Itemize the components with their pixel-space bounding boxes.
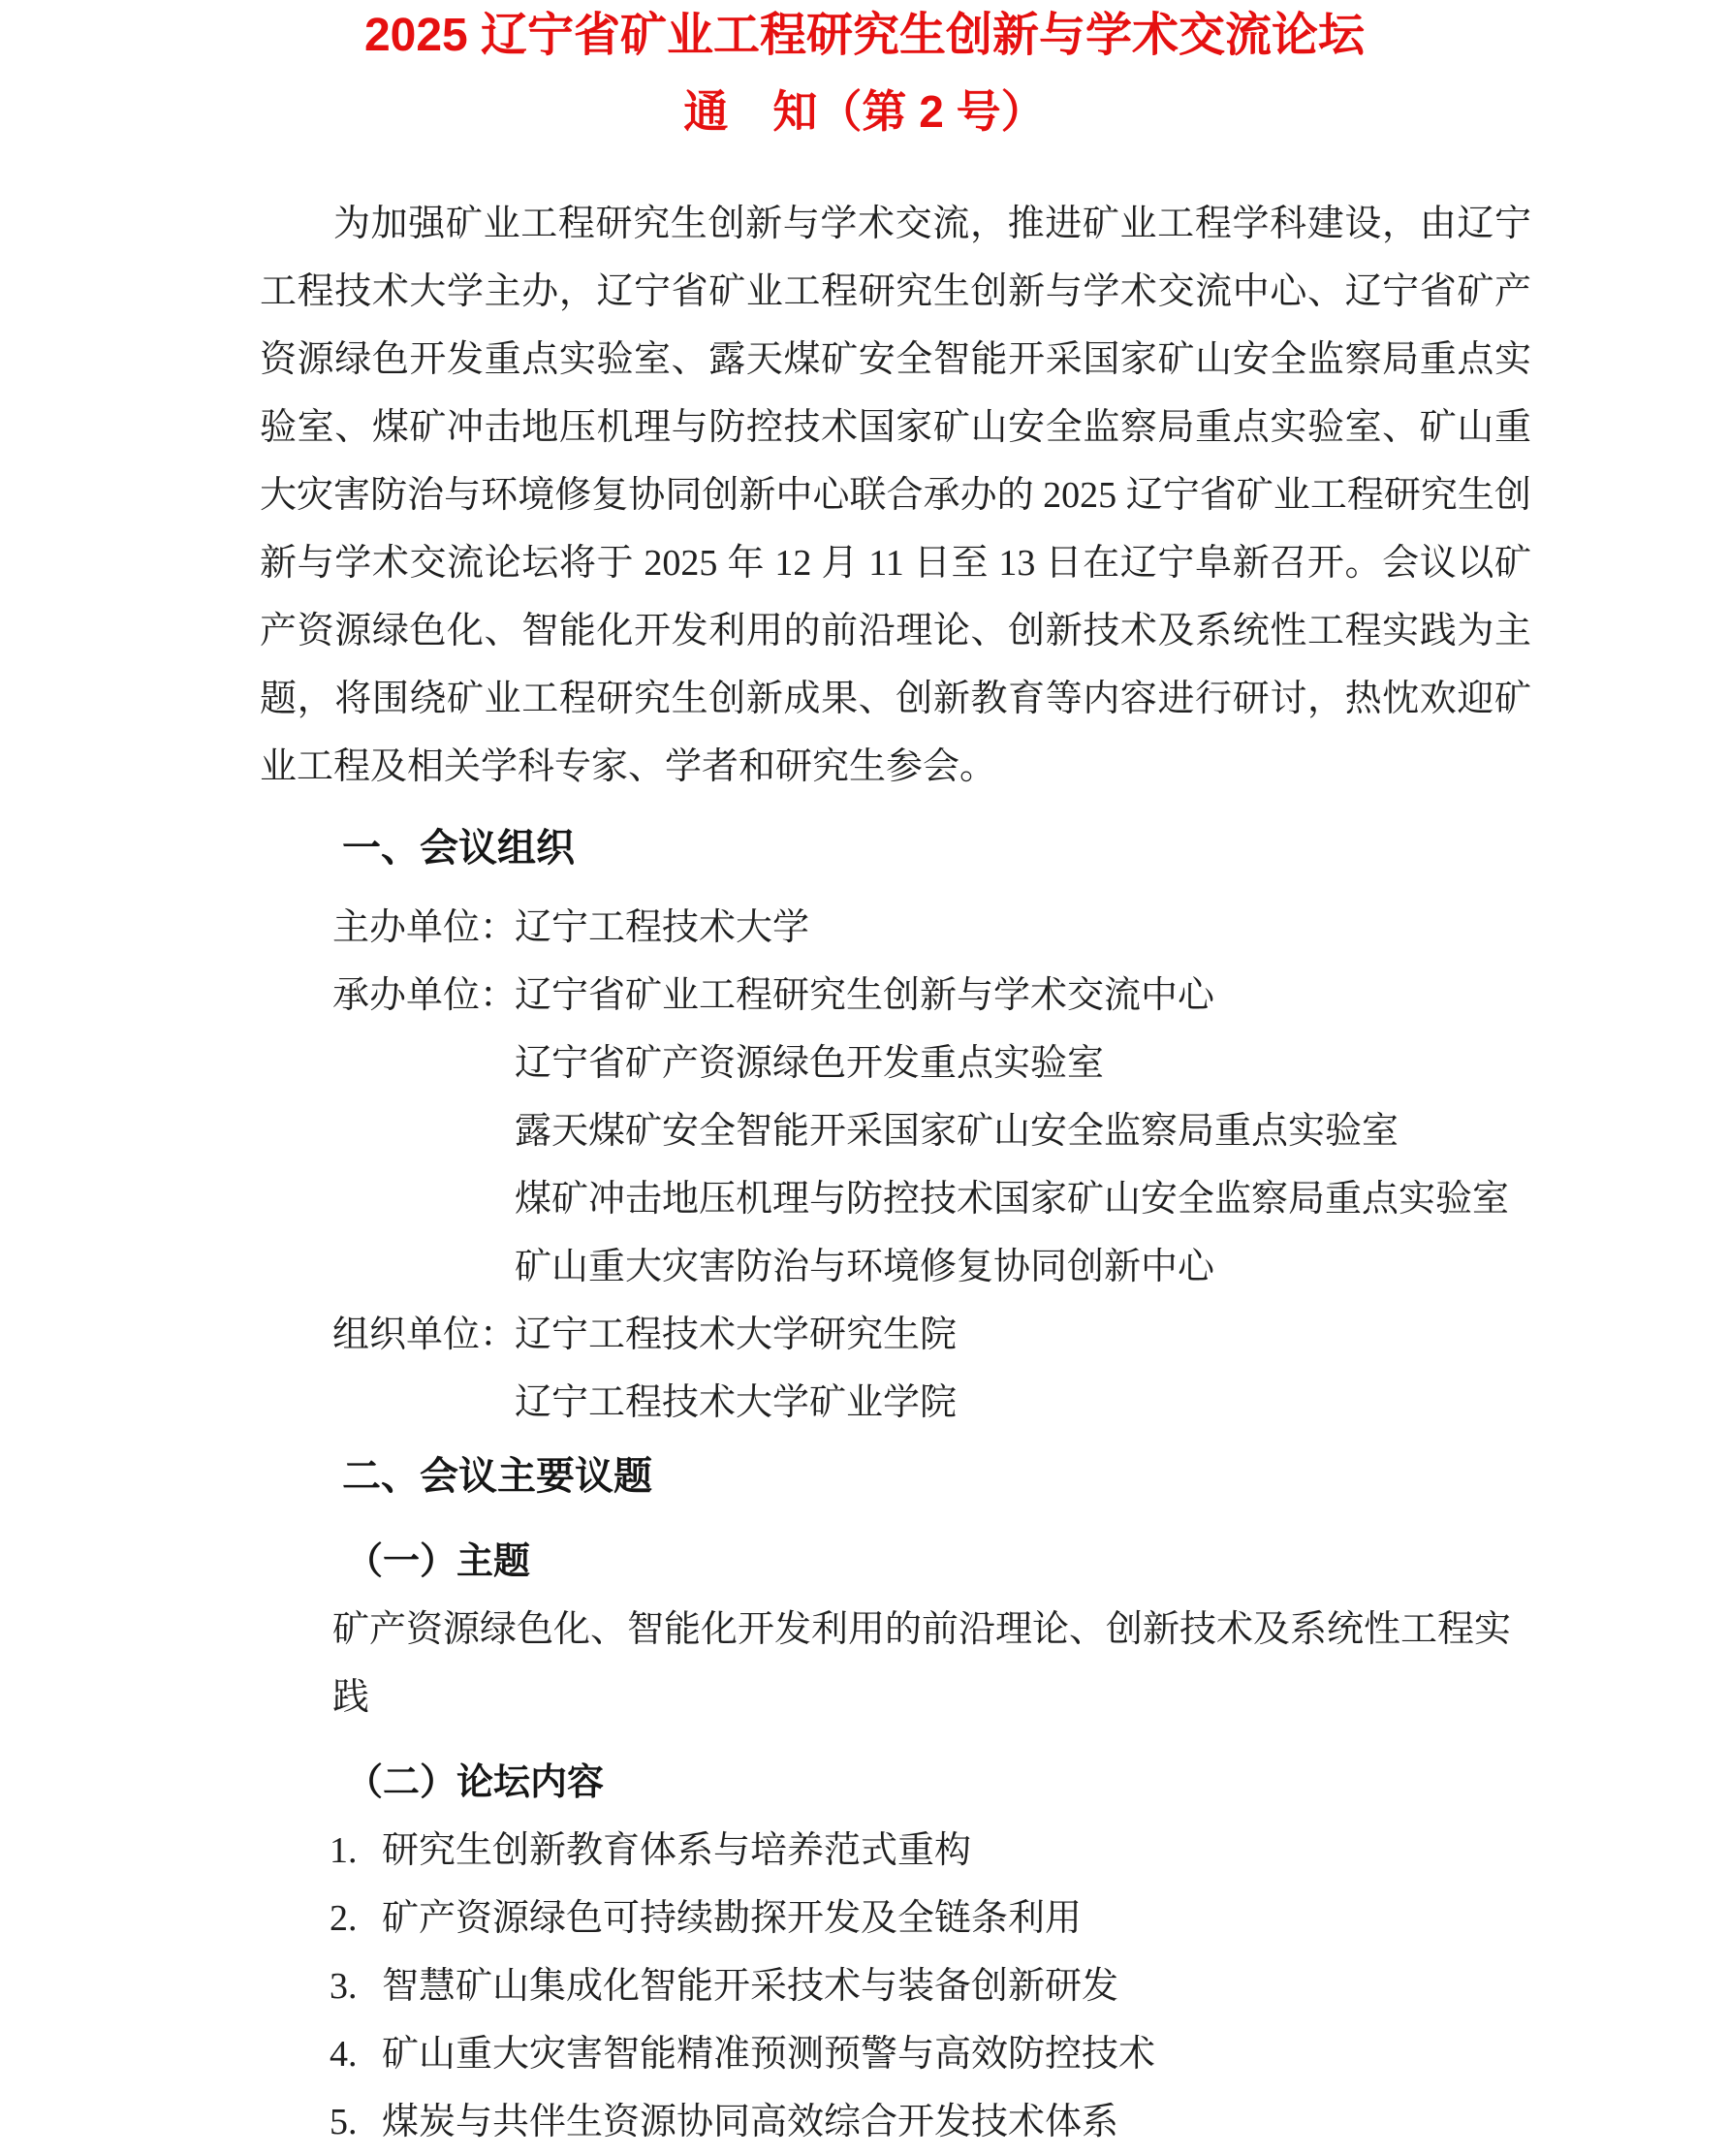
list-item-text: 煤炭与共伴生资源协同高效综合开发技术体系: [382, 2102, 1119, 2142]
topic-text: 矿产资源绿色化、智能化开发利用的前沿理论、创新技术及系统性工程实践: [332, 1609, 1512, 1718]
list-item-number: 1.: [330, 1830, 358, 1871]
list-item: [260, 2088, 1531, 2156]
organizer-unit-line: 露天煤矿安全智能开采国家矿山安全监察局重点实验室: [515, 1111, 1399, 1152]
list-item-text: 矿产资源绿色可持续勘探开发及全链条利用: [382, 1898, 1083, 1939]
contents-sub-heading: （二）论坛内容: [346, 1762, 605, 1803]
list-item: [260, 2020, 1531, 2088]
list-item-number: 2.: [330, 1898, 358, 1939]
org-unit-line: 辽宁工程技术大学矿业学院: [515, 1382, 958, 1423]
org-unit-row: [260, 1301, 1531, 1437]
forum-contents-list: [260, 1817, 1531, 2156]
org-unit-line: 辽宁工程技术大学研究生院: [515, 1315, 958, 1355]
list-item: [260, 1885, 1531, 1952]
org-unit-label: 组织单位：: [332, 1315, 518, 1355]
host-unit-label: 主办单位：: [332, 907, 518, 948]
topic-sub-heading: （一）主题: [346, 1541, 531, 1582]
organizer-unit-label: 承办单位：: [332, 975, 518, 1016]
page-title: 2025 辽宁省矿业工程研究生创新与学术交流论坛: [363, 10, 1366, 61]
list-item-number: 5.: [330, 2102, 358, 2142]
list-item-text: 研究生创新教育体系与培养范式重构: [382, 1830, 972, 1871]
list-item: [260, 1952, 1531, 2020]
list-item-text: 智慧矿山集成化智能开采技术与装备创新研发: [382, 1966, 1119, 2007]
organizer-unit-row: [260, 962, 1531, 1301]
intro-paragraph: 为加强矿业工程研究生创新与学术交流，推进矿业工程学科建设，由辽宁工程技术大学主办，辽宁省矿业工程研究生创新与学术交流中心、辽宁省矿产资源绿色开发重点实验室、露天煤矿安全智能开采国家矿山安全监察局重点实验室、煤矿冲击地压机理与防控技术国家矿山安全监察局重点实验室、矿山重大灾害防治与环境修复协同创新中心联合承办的 2025 辽宁省矿业工程研究生创新与学术交流论坛将于 2025 年 12 月 11 日至 13 日在辽宁阜新召开。会议以矿产资源绿色化、智能化开发利用的前沿理论、创新技术及系统性工程实践为主题，将围绕矿业工程研究生创新成果、创新教育等内容进行研讨，热忱欢迎矿业工程及相关学科专家、学者和研究生参会。: [260, 204, 1531, 787]
organizer-unit-line: 辽宁省矿产资源绿色开发重点实验室: [515, 1043, 1105, 1084]
list-item-number: 4.: [330, 2034, 358, 2075]
page-subtitle: 通 知（第 2 号）: [683, 86, 1046, 137]
organizer-unit-line: 煤矿冲击地压机理与防控技术国家矿山安全监察局重点实验室: [515, 1179, 1510, 1220]
section-2-heading: 二、会议主要议题: [342, 1455, 652, 1498]
organizer-unit-line: 矿山重大灾害防治与环境修复协同创新中心: [515, 1247, 1215, 1287]
section-1-heading: 一、会议组织: [342, 827, 575, 870]
document-body: [260, 190, 1531, 2156]
host-unit-row: [260, 894, 1531, 962]
list-item-number: 3.: [330, 1966, 358, 2007]
list-item-text: 矿山重大灾害智能精准预测预警与高效防控技术: [382, 2034, 1156, 2075]
organizer-unit-line: 辽宁省矿业工程研究生创新与学术交流中心: [515, 975, 1215, 1016]
list-item: [260, 1817, 1531, 1885]
host-unit-value: 辽宁工程技术大学: [515, 907, 810, 948]
